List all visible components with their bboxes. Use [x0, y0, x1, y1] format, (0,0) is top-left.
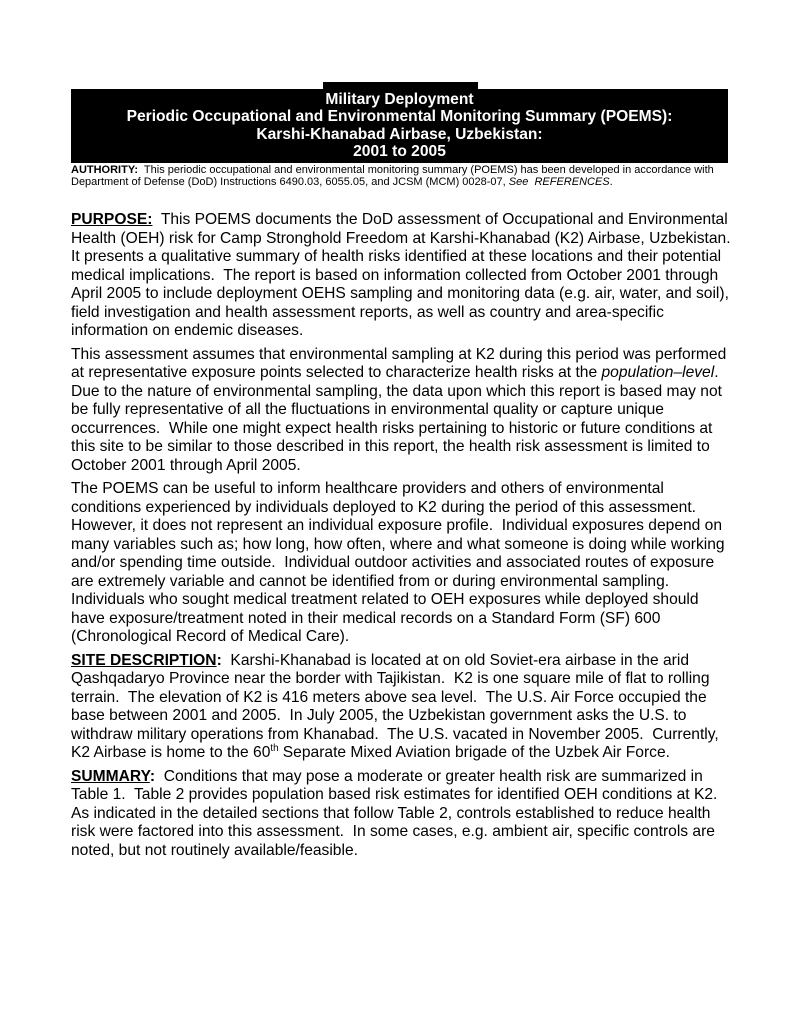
paragraph-assessment-assumptions — [71, 346, 732, 476]
text-run: population–level — [601, 364, 715, 382]
text-run: . — [609, 175, 613, 188]
title-line-poems: Periodic Occupational and Environmental Monitoring Summary (POEMS): — [126, 108, 673, 126]
text-run: : — [149, 767, 156, 785]
text-run: . Due to the nature of environmental sampling, the data upon which this report is based may not be fully representative of all the fluctuations in environmental quality or capture unique occurrences. While one might expect health risks pertaining to historic or future conditions at this site to be similar to those described in this report, the health risk assessment is limited to October 2001 through April 2005. — [71, 364, 728, 474]
text-run: This POEMS documents the DoD assessment of Occupational and Environmental Health (OEH) risk for Camp Stronghold Freedom at Karshi-Khanabad (K2) Airbase, Uzbekistan. It presents a qualitative summary of health risks identified at these locations and their potential medical implications. The report is based on information collected from October 2001 through April 2005 to include deployment OEHS sampling and monitoring data (e.g. air, water, and soil), field investigation and health assessment reports, as well as country and area-specific information on endemic diseases. — [71, 211, 740, 340]
text-run: : — [216, 651, 222, 669]
document-title-block — [71, 89, 728, 163]
text-run: See REFERENCES — [508, 175, 610, 188]
text-run: AUTHORITY: — [71, 164, 139, 177]
header-top-tab — [323, 82, 478, 89]
text-run: PURPOSE: — [71, 211, 153, 229]
title-line-deployment: Military Deployment — [325, 91, 474, 108]
text-run: th — [270, 743, 279, 755]
paragraph-site-description — [71, 652, 732, 763]
text-run: This assessment assumes that environmental sampling at K2 during this period was performed at representative exposure points selected to characterize health risks at the — [71, 345, 731, 382]
text-run: SITE DESCRIPTION — [71, 651, 217, 669]
text-run: This periodic occupational and environmental monitoring summary (POEMS) has been developed in accordance with Department of Defense (DoD) Instructions 6490.03, 6055.05, and JCSM (MCM) 0028-07, — [71, 164, 717, 188]
text-run: SUMMARY — [71, 767, 150, 785]
paragraph-summary — [71, 768, 732, 861]
paragraph-purpose — [71, 211, 740, 341]
title-line-years: 2001 to 2005 — [353, 142, 446, 160]
paragraph-poems-usefulness — [71, 480, 732, 647]
authority-note — [71, 165, 731, 188]
text-run: Conditions that may pose a moderate or greater health risk are summarized in Table 1. Table 2 provides population based risk estimates for identified OEH conditions at K2. As indicated in the detailed sections that follow Table 2, controls established to reduce health risk were factored into this assessment. In some cases, e.g. ambient air, specific controls are noted, but not routinely available/feasible. — [71, 767, 726, 859]
title-line-location: Karshi-Khanabad Airbase, Uzbekistan: — [256, 125, 543, 143]
text-run: The POEMS can be useful to inform healthcare providers and others of environmental conditions experienced by individuals deployed to K2 during the period of this assessment. However, it does not represent an individual exposure profile. Individual exposures depend on many variables such as; how long, how often, where and what someone is doing while working and/or spending time outside. Individual outdoor activities and associated routes of exposure are extremely variable and cannot be identified from or during environmental sampling. Individuals who sought medical treatment related to OEH exposures while deployed should have exposure/treatment noted in their medical records on a Standard Form (SF) 600 (Chronological Record of Medical Care). — [71, 480, 729, 646]
text-run: Separate Mixed Aviation brigade of the Uzbek Air Force. — [278, 744, 670, 762]
text-run: Karshi-Khanabad is located at on old Soviet-era airbase in the arid Qashqadaryo Province near the border with Tajikistan. K2 is one square mile of flat to rolling terrain. The elevation of K2 is 416 meters above sea level. The U.S. Air Force occupied the base between 2001 and 2005. In July 2005, the Uzbekistan government asks the U.S. to withdraw military operations from Khanabad. The U.S. vacated in November 2005. Currently, K2 Airbase is home to the 60 — [71, 651, 724, 762]
